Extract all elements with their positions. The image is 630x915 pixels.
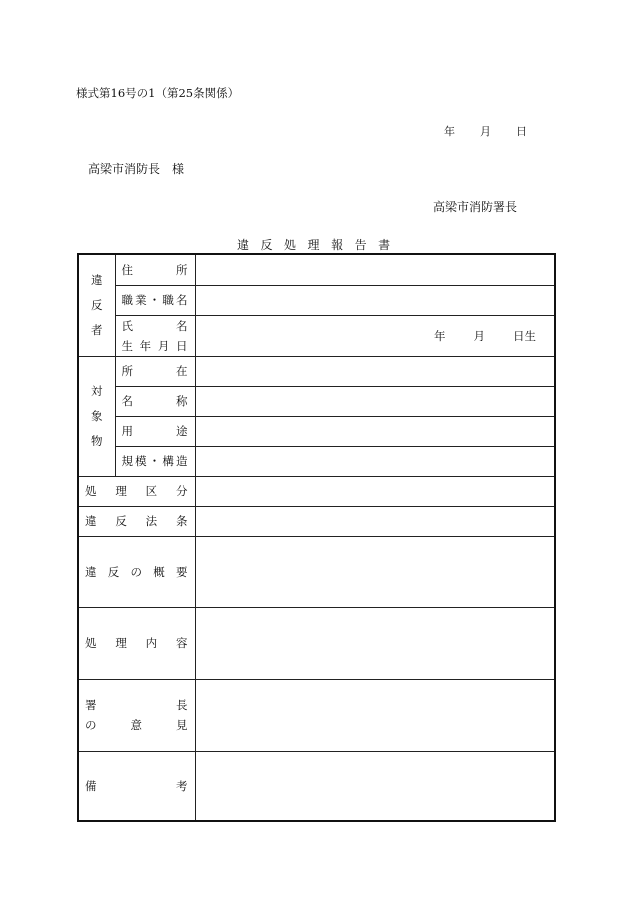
scale-structure-label: 規 模 ・ 構 造	[115, 446, 195, 476]
form-number: 様式第16号の1（第25条関係）	[76, 86, 240, 100]
title-char: 反	[260, 238, 273, 252]
object-name-label: 名 称	[115, 386, 195, 416]
category-label: 処 理 区 分	[78, 476, 195, 506]
title-char: 処	[284, 238, 297, 252]
object-group-label: 対 象 物	[78, 356, 115, 476]
law-field[interactable]	[195, 506, 555, 536]
violator-group-label: 違 反 者	[78, 254, 115, 356]
law-label: 違 反 法 条	[78, 506, 195, 536]
use-field[interactable]	[195, 416, 555, 446]
title-char: 書	[378, 238, 391, 252]
occupation-label: 職 業 ・ 職 名	[115, 285, 195, 315]
sender: 高梁市消防署長	[433, 200, 518, 214]
remarks-label: 備 考	[78, 751, 195, 821]
title-char: 告	[354, 238, 367, 252]
birth-date-labels: 年 月 日生	[434, 328, 536, 343]
name-birth-field[interactable]	[195, 315, 555, 356]
use-label: 用 途	[115, 416, 195, 446]
scale-structure-field[interactable]	[195, 446, 555, 476]
content-field[interactable]	[195, 607, 555, 679]
date-month-label: 月	[480, 125, 491, 138]
date-year-label: 年	[444, 125, 455, 138]
address-field[interactable]	[195, 254, 555, 285]
summary-label: 違 反 の 概 要	[78, 536, 195, 607]
opinion-field[interactable]	[195, 679, 555, 751]
title-char: 違	[237, 238, 250, 252]
content-label: 処 理 内 容	[78, 607, 195, 679]
opinion-label: 署 長 の 意 見	[78, 679, 195, 751]
summary-field[interactable]	[195, 536, 555, 607]
date-day-label: 日	[516, 125, 527, 138]
remarks-field[interactable]	[195, 751, 555, 821]
addressee: 高梁市消防長 様	[88, 162, 185, 176]
location-field[interactable]	[195, 356, 555, 386]
name-birth-label: 氏 名 生 年 月 日	[115, 315, 195, 356]
category-field[interactable]	[195, 476, 555, 506]
address-label: 住 所	[115, 254, 195, 285]
title-char: 理	[307, 238, 320, 252]
title-char: 報	[331, 238, 344, 252]
location-label: 所 在	[115, 356, 195, 386]
object-name-field[interactable]	[195, 386, 555, 416]
report-table	[77, 253, 556, 822]
document-title	[237, 236, 390, 253]
occupation-field[interactable]	[195, 285, 555, 315]
